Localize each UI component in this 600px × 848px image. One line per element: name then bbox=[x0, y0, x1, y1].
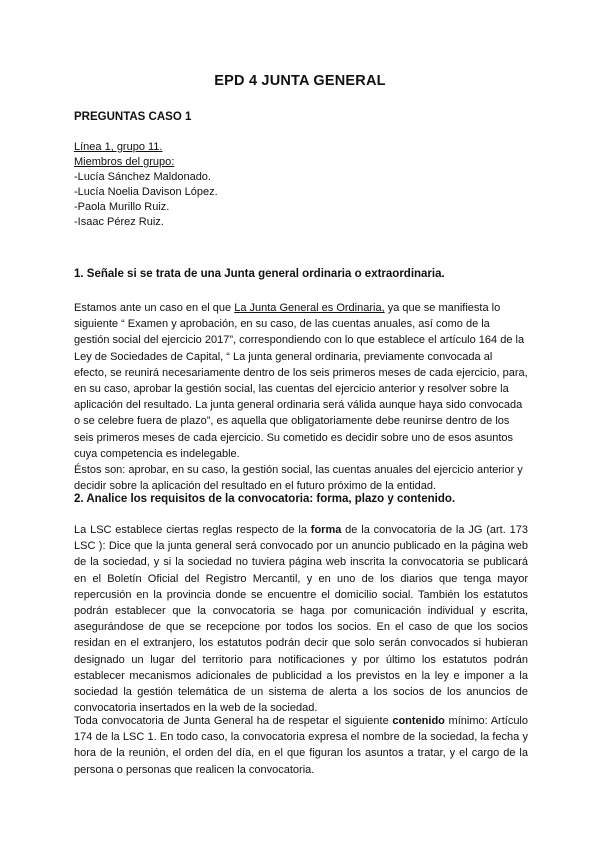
paragraph-line bbox=[74, 652, 528, 668]
text-run: Toda convocatoria de Junta General ha de respetar el siguiente bbox=[74, 715, 393, 727]
text-run: persona o personas que realicen la convocatoria. bbox=[74, 763, 315, 776]
question-2-contenido-paragraph bbox=[74, 713, 528, 778]
text-run: ya que se manifiesta lo siguiente “ Examen y aprobación, en su caso, de las cuentas anuales, así como de la gestión social del ejercicio 2017”, correspondiendo con lo que establece el artículo 164 de la Ley de Sociedades de Capital, “ La junta general ordinaria, previamente convocada al efecto, se reunirá necesariamente dentro de los seis primeros meses de cada ejercicio, para, en su caso, aprobar la gestión social, las cuentas del ejercicio anterior y resolver sobre la aplicación del resultado. La junta general ordinaria será válida aunque haya sido convocada o se celebre fuera de plazo”, es aquella que obligatoriamente debe reunirse dentro de los seis primeros meses de cada ejercicio. Su cometido es decidir sobre uno de esos asuntos cuya competencia es indelegable. bbox=[74, 302, 528, 460]
paragraph-line bbox=[74, 713, 528, 729]
paragraph-line bbox=[74, 571, 528, 587]
question-2-forma-paragraph bbox=[74, 522, 528, 716]
paragraph-line bbox=[74, 587, 528, 603]
text-run: establecer mecanismos adicionales de publicidad a los previstos en la ley e imponer a la bbox=[74, 669, 528, 682]
text-run: designado un lugar del territorio para notificaciones y por último los estatutos podrán bbox=[74, 653, 528, 666]
group-line: Línea 1, grupo 11. bbox=[74, 141, 163, 153]
text-run: Estamos ante un caso en el que bbox=[74, 302, 235, 314]
section-subtitle: PREGUNTAS CASO 1 bbox=[74, 111, 192, 123]
paragraph-line bbox=[74, 522, 528, 538]
paragraph-line bbox=[74, 603, 528, 619]
text-run: hora de la reunión, el orden del día, en el que figuran los asuntos a tratar, y el cargo de la bbox=[74, 747, 528, 760]
text-run: La LSC establece ciertas reglas respecto de la bbox=[74, 524, 311, 536]
bold-term: forma bbox=[310, 524, 342, 536]
answer-paragraph bbox=[74, 300, 528, 462]
answer-paragraph: Éstos son: aprobar, en su caso, la gestión social, las cuentas anuales del ejercicio anterior y decidir sobre la aplicación del resultado en el futuro próximo de la entidad. bbox=[74, 464, 523, 493]
text-run: repercusión en la provincia donde se encuentre el domicilio social. También los estatutos bbox=[74, 588, 528, 601]
text-run: mínimo: Artículo bbox=[444, 715, 528, 727]
underlined-phrase: La Junta General es Ordinaria, bbox=[234, 302, 385, 314]
text-run: residan en el extranjero, los estatutos podrán decir que solo serán convocados si hubieran bbox=[74, 637, 528, 650]
question-2-heading: 2. Analice los requisitos de la convocatoria: forma, plazo y contenido. bbox=[74, 493, 456, 505]
paragraph-line bbox=[74, 745, 528, 761]
member-item: -Lucía Sánchez Maldonado. bbox=[74, 171, 211, 183]
bold-term: contenido bbox=[392, 715, 445, 727]
paragraph-line bbox=[74, 729, 528, 745]
paragraph-line bbox=[74, 762, 528, 778]
text-run: LSC ): Dice que la junta general será convocado por un anuncio publicado en la página web bbox=[74, 540, 528, 553]
text-run: podrán establecer que la convocatoria se haga por comunicación individual y escrita, bbox=[74, 605, 528, 618]
text-run: en el Boletín Oficial del Registro Mercantil, y en uno de los diarios que tenga mayor bbox=[74, 572, 528, 585]
member-item: -Paola Murillo Ruiz. bbox=[74, 201, 170, 213]
text-run: asegurándose de que se recepcione por todos los socios. En el caso de que los socios bbox=[74, 621, 528, 634]
members-label: Miembros del grupo: bbox=[74, 156, 175, 168]
question-1-answer bbox=[74, 300, 528, 494]
paragraph-line bbox=[74, 635, 528, 651]
paragraph-line bbox=[74, 619, 528, 635]
paragraph-line bbox=[74, 554, 528, 570]
paragraph-line bbox=[74, 538, 528, 554]
text-run: convocatoria insertados en la web de la sociedad. bbox=[74, 702, 318, 715]
paragraph-line bbox=[74, 668, 528, 684]
paragraph-line bbox=[74, 684, 528, 700]
member-item: -Lucía Noelia Davison López. bbox=[74, 186, 218, 198]
document-title: EPD 4 JUNTA GENERAL bbox=[214, 73, 386, 89]
text-run: sociedad la gestión telemática de un sistema de alerta a los socios de los anuncios de bbox=[74, 686, 528, 699]
member-item: -Isaac Pérez Ruiz. bbox=[74, 216, 164, 228]
text-run: de la sociedad, y si la sociedad no tuviera página web inscrita la convocatoria se publicará bbox=[74, 556, 528, 569]
text-run: de la convocatoria de la JG (art. 173 bbox=[341, 524, 528, 536]
question-1-heading: 1. Señale si se trata de una Junta general ordinaria o extraordinaria. bbox=[74, 268, 445, 280]
text-run: 174 de la LSC 1. En todo caso, la convocatoria expresa el nombre de la sociedad, la fecha y bbox=[74, 731, 528, 744]
